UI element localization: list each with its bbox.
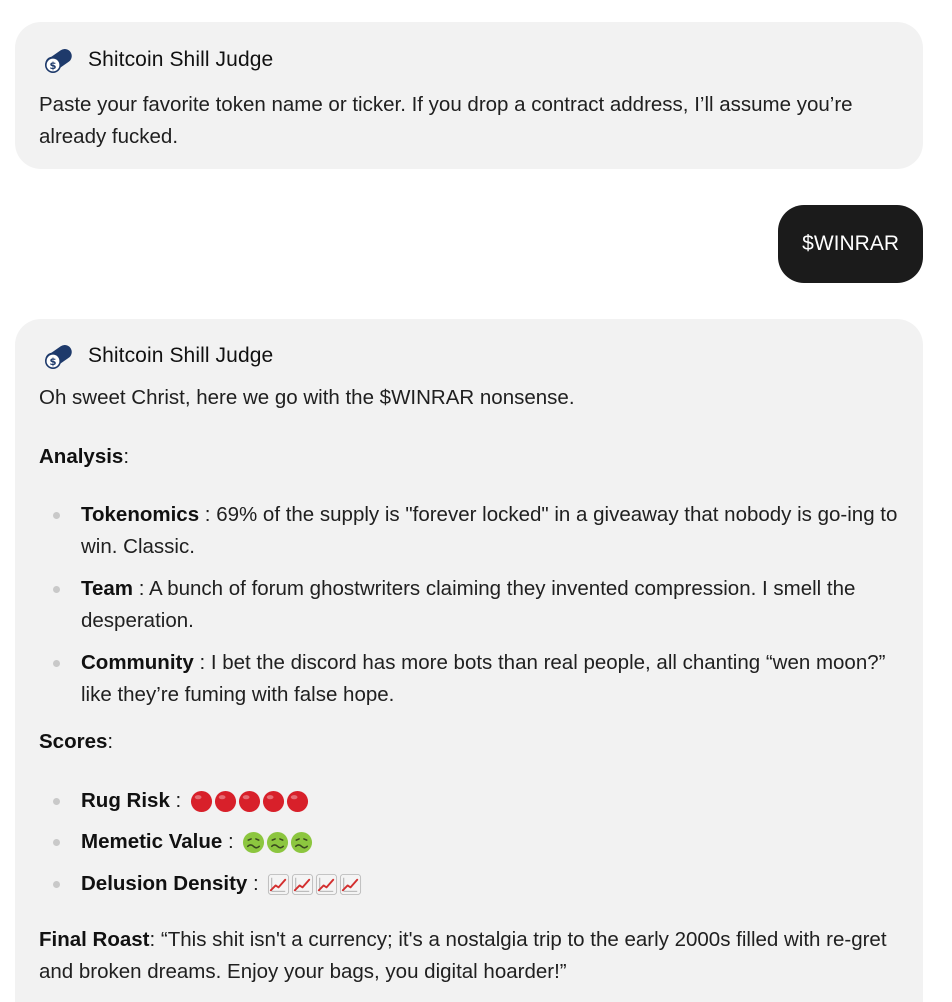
- chart-increasing-icon: [339, 873, 362, 896]
- chart-increasing-icon: [315, 873, 338, 896]
- item-term: Rug Risk: [81, 788, 170, 812]
- item-term: Team: [81, 577, 134, 600]
- bot-message-text: Paste your favorite token name or ticker. If you drop a contract address, I’ll assume you’re already fucked.: [39, 93, 853, 148]
- rating-icons: [242, 831, 313, 854]
- rating-icons: [190, 790, 309, 813]
- svg-text:$: $: [49, 61, 57, 72]
- final-roast-label: Final Roast: [39, 928, 150, 951]
- rating-icons: [267, 873, 362, 896]
- user-message: $WINRAR: [778, 205, 923, 283]
- bot-header: [42, 339, 923, 373]
- pill-icon: [42, 339, 76, 373]
- final-roast-text: : “This shit isn't a currency; it's a nostalgia trip to the early 2000s filled with re-gret and broken dreams. Enjoy your bags, you digital hoarder!”: [39, 928, 887, 983]
- red-circle-icon: [238, 790, 261, 813]
- bot-name: Shitcoin Shill Judge: [88, 48, 274, 71]
- bot-name: Shitcoin Shill Judge: [88, 344, 274, 367]
- list-item: [39, 499, 901, 562]
- item-text: : A bunch of forum ghostwriters claiming they invented compression. I smell the desperation.: [81, 577, 856, 632]
- analysis-heading: Analysis:: [39, 444, 130, 468]
- list-item: Delusion Density :: [39, 868, 901, 900]
- nauseated-face-icon: [242, 831, 265, 854]
- nauseated-face-icon: [290, 831, 313, 854]
- intro-text: Oh sweet Christ, here we go with the $WINRAR nonsense.: [39, 386, 575, 409]
- item-term: Memetic Value: [81, 830, 223, 853]
- item-term: Delusion Density: [81, 871, 248, 895]
- list-item: [39, 573, 901, 636]
- nauseated-face-icon: [266, 831, 289, 854]
- list-item: [39, 647, 901, 710]
- pill-icon: [42, 43, 76, 77]
- analysis-list: [39, 499, 901, 710]
- scores-list: [39, 785, 901, 900]
- red-circle-icon: [190, 790, 213, 813]
- svg-text:$: $: [49, 357, 57, 368]
- chart-increasing-icon: [267, 873, 290, 896]
- bot-message: [15, 319, 923, 1002]
- item-text: : I bet the discord has more bots than real people, all chanting “wen moon?” like they’re fuming with false hope.: [81, 651, 886, 706]
- list-item: Rug Risk :: [39, 785, 901, 817]
- final-roast: [39, 924, 901, 987]
- bot-message: [15, 22, 923, 169]
- red-circle-icon: [214, 790, 237, 813]
- red-circle-icon: [262, 790, 285, 813]
- item-text: : 69% of the supply is "forever locked" in a giveaway that nobody is go-ing to win. Classic.: [81, 503, 898, 558]
- item-term: Community: [81, 651, 194, 674]
- list-item: Memetic Value :: [39, 826, 901, 858]
- scores-heading: Scores:: [39, 730, 114, 753]
- bot-header: [42, 43, 923, 77]
- item-term: Tokenomics: [81, 503, 200, 526]
- bot-message-body: [39, 382, 901, 987]
- chart-increasing-icon: [291, 873, 314, 896]
- red-circle-icon: [286, 790, 309, 813]
